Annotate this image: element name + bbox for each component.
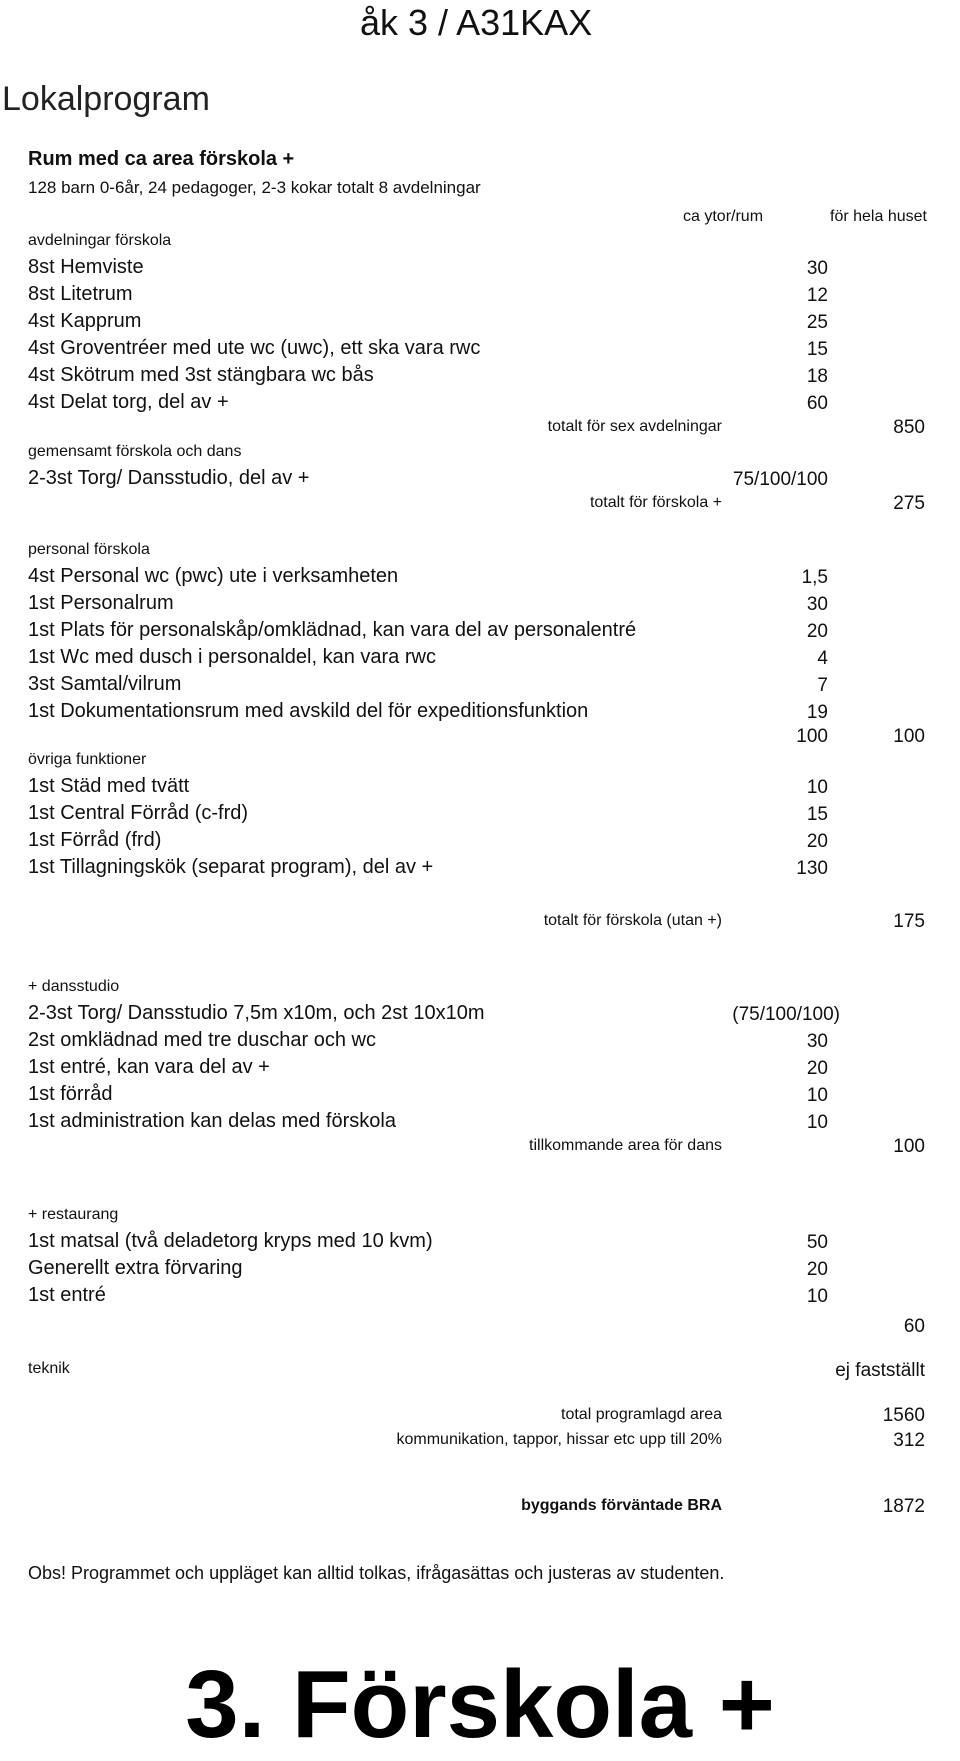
item-value: 30 — [806, 258, 828, 279]
list-item: 4st Delat torg, del av + — [28, 391, 229, 413]
item-value: 20 — [806, 1259, 828, 1280]
subtotal-value: 100 — [796, 726, 828, 747]
section-label: + restaurang — [28, 1206, 119, 1223]
communication-value: 312 — [893, 1430, 925, 1451]
item-value: 50 — [806, 1232, 828, 1253]
list-item: 1st administration kan delas med förskola — [28, 1110, 396, 1132]
column-per-room: ca ytor/rum — [683, 208, 764, 225]
note: Obs! Programmet och uppläget kan alltid tolkas, ifrågasättas och justeras av studenten. — [28, 1563, 725, 1583]
item-value: 4 — [817, 648, 828, 669]
item-value: 10 — [806, 777, 828, 798]
section-label: personal förskola — [28, 541, 150, 558]
item-value: 30 — [806, 594, 828, 615]
item-value: (75/100/100) — [732, 1004, 840, 1025]
item-value: 15 — [806, 804, 828, 825]
list-item: 1st Plats för personalskåp/omklädnad, kan vara del av personalentré — [28, 619, 637, 641]
total-label: totalt för sex avdelningar — [547, 418, 722, 435]
total-value: 175 — [893, 911, 925, 932]
item-value: 10 — [806, 1286, 828, 1307]
list-item: 1st entré, kan vara del av + — [28, 1056, 270, 1078]
section-label: avdelningar förskola — [28, 232, 172, 249]
list-item: 4st Skötrum med 3st stängbara wc bås — [28, 364, 374, 386]
list-item: 1st entré — [28, 1284, 106, 1306]
total-value: 100 — [893, 726, 925, 747]
list-item: 1st Förråd (frd) — [28, 829, 162, 851]
column-whole-house: för hela huset — [830, 208, 927, 225]
page-title: Lokalprogram — [2, 80, 210, 118]
item-value: 25 — [806, 312, 828, 333]
total-area-label: total programlagd area — [561, 1406, 722, 1423]
total-value: 275 — [893, 493, 925, 514]
slide-title: 3. Förskola + — [185, 1651, 775, 1758]
list-item: 3st Samtal/vilrum — [28, 673, 182, 695]
item-value: 20 — [806, 831, 828, 852]
total-label: tillkommande area för dans — [529, 1137, 722, 1154]
list-item: 2-3st Torg/ Dansstudio 7,5m x10m, och 2st 10x10m — [28, 1002, 485, 1024]
bra-value: 1872 — [882, 1496, 925, 1517]
section-label: + dansstudio — [28, 978, 120, 995]
list-item: 1st Dokumentationsrum med avskild del för expeditionsfunktion — [28, 700, 589, 722]
list-item: 1st förråd — [28, 1083, 113, 1105]
item-value: 10 — [806, 1085, 828, 1106]
total-value: 850 — [893, 417, 925, 438]
total-value: 60 — [903, 1316, 925, 1337]
item-value: 20 — [806, 1058, 828, 1079]
item-value: 130 — [796, 858, 828, 879]
list-item: 1st Wc med dusch i personaldel, kan vara rwc — [28, 646, 436, 668]
list-item: Generellt extra förvaring — [28, 1257, 243, 1279]
list-item: 1st matsal (två deladetorg kryps med 10 kvm) — [28, 1230, 433, 1252]
item-value: 20 — [806, 621, 828, 642]
intro-heading: Rum med ca area förskola + — [28, 148, 295, 170]
item-value: 12 — [806, 285, 828, 306]
section-label: övriga funktioner — [28, 751, 147, 768]
total-label: totalt för förskola (utan +) — [543, 912, 722, 929]
course-code: åk 3 / A31KAX — [360, 2, 593, 43]
total-label: totalt för förskola + — [589, 494, 722, 511]
item-value: 1,5 — [801, 567, 828, 588]
list-item: 4st Kapprum — [28, 310, 142, 332]
item-value: 15 — [806, 339, 828, 360]
list-item: 2st omklädnad med tre duschar och wc — [28, 1029, 376, 1051]
bra-label: byggands förväntade BRA — [521, 1497, 722, 1514]
list-item: 1st Tillagningskök (separat program), del av + — [28, 856, 434, 878]
list-item: 1st Personalrum — [28, 592, 174, 614]
list-item: 8st Hemviste — [28, 256, 144, 278]
item-value: 10 — [806, 1112, 828, 1133]
item-value: 60 — [806, 393, 828, 414]
teknik-label: teknik — [28, 1360, 70, 1377]
section-label: gemensamt förskola och dans — [28, 443, 242, 460]
item-value: 7 — [817, 675, 828, 696]
list-item: 1st Städ med tvätt — [28, 775, 190, 797]
list-item: 1st Central Förråd (c-frd) — [28, 802, 249, 824]
item-value: 75/100/100 — [732, 469, 828, 490]
item-value: 19 — [806, 702, 828, 723]
item-value: 30 — [806, 1031, 828, 1052]
total-area-value: 1560 — [882, 1405, 925, 1426]
communication-label: kommunikation, tappor, hissar etc upp till 20% — [396, 1431, 722, 1448]
teknik-value: ej fastställt — [835, 1360, 925, 1381]
list-item: 4st Personal wc (pwc) ute i verksamheten — [28, 565, 399, 587]
list-item: 4st Groventréer med ute wc (uwc), ett ska vara rwc — [28, 337, 481, 359]
list-item: 8st Litetrum — [28, 283, 133, 305]
list-item: 2-3st Torg/ Dansstudio, del av + — [28, 467, 310, 489]
total-value: 100 — [893, 1136, 925, 1157]
intro-subheading: 128 barn 0-6år, 24 pedagoger, 2-3 kokar totalt 8 avdelningar — [28, 178, 481, 197]
item-value: 18 — [806, 366, 828, 387]
